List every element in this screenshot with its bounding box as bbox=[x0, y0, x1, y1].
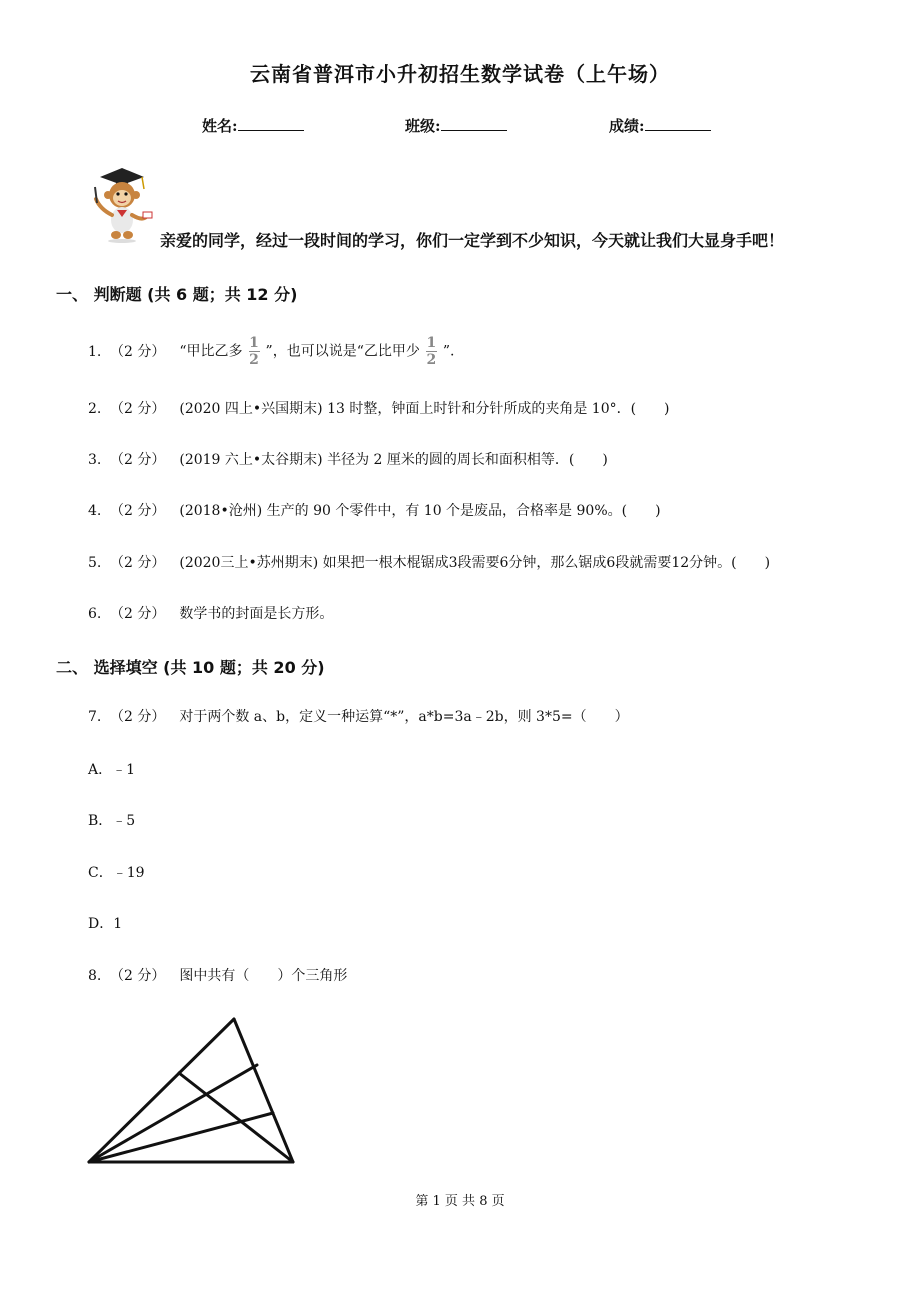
question-number: 2. bbox=[88, 401, 102, 417]
greeting-text: 亲爱的同学，经过一段时间的学习，你们一定学到不少知识，今天就让我们大显身手吧！ bbox=[160, 231, 785, 250]
graduate-monkey-icon bbox=[86, 165, 156, 245]
option-c[interactable] bbox=[88, 862, 145, 882]
question-text: (2019 六上•太谷期末) 半径为 2 厘米的圆的周长和面积相等．( ) bbox=[179, 452, 608, 468]
option-text: ﹣5 bbox=[112, 813, 136, 829]
question-number: 4. bbox=[88, 503, 102, 519]
question-score: （2 分） bbox=[110, 709, 166, 725]
question-text-part: “甲比乙多 bbox=[179, 343, 243, 360]
question-text: (2018•沧州) 生产的 90 个零件中，有 10 个是废品，合格率是 90%。( ) bbox=[179, 503, 661, 519]
question-4 bbox=[88, 500, 661, 520]
option-label: D． bbox=[88, 916, 114, 932]
name-blank[interactable] bbox=[238, 116, 304, 131]
name-label: 姓名: bbox=[202, 117, 238, 135]
question-number: 6. bbox=[88, 606, 102, 622]
question-text: (2020三上•苏州期末) 如果把一根木棍锯成3段需要6分钟，那么锯成6段就需要12分钟。( ) bbox=[179, 555, 771, 571]
question-score: （2 分） bbox=[110, 452, 166, 468]
question-score: （2 分） bbox=[110, 503, 166, 519]
section-judgment-title: 一、 判断题 (共 6 题；共 12 分) bbox=[56, 285, 298, 304]
question-text: 图中共有（ ）个三角形 bbox=[179, 968, 348, 984]
question-text: 对于两个数 a、b，定义一种运算“*”，a*b=3a﹣2b，则 3*5=（ ） bbox=[179, 709, 629, 725]
class-blank[interactable] bbox=[441, 116, 507, 131]
section-choice-title: 二、 选择填空 (共 10 题；共 20 分) bbox=[56, 658, 325, 677]
question-text: (2020 四上•兴国期末) 13 时整，钟面上时针和分针所成的夹角是 10°．( ) bbox=[179, 401, 670, 417]
question-score: （2 分） bbox=[110, 968, 166, 984]
class-field bbox=[405, 115, 507, 136]
question-number: 8. bbox=[88, 968, 102, 984]
figure-inner-line bbox=[89, 1113, 273, 1162]
option-label: B． bbox=[88, 813, 113, 829]
question-score: （2 分） bbox=[110, 555, 166, 571]
option-d[interactable] bbox=[88, 913, 122, 933]
question-6 bbox=[88, 603, 333, 623]
name-field bbox=[202, 115, 304, 136]
question-1 bbox=[88, 336, 454, 367]
page-title: 云南省普洱市小升初招生数学试卷（上午场） bbox=[250, 62, 670, 86]
question-text-part: ”，也可以说是“乙比甲少 bbox=[265, 343, 420, 360]
page-footer: 第 1 页 共 8 页 bbox=[415, 1194, 505, 1209]
option-text: ﹣19 bbox=[112, 865, 145, 881]
fraction-half: $\frac{1}{2}$ bbox=[249, 335, 259, 368]
fraction-half: $\frac{1}{2}$ bbox=[426, 335, 437, 368]
question-5 bbox=[88, 552, 770, 572]
score-field bbox=[609, 115, 711, 136]
question-number: 3. bbox=[88, 452, 102, 468]
question-score: （2 分） bbox=[110, 401, 166, 417]
triangles-figure bbox=[86, 1016, 298, 1168]
question-score: （2 分） bbox=[110, 606, 166, 622]
option-label: C． bbox=[88, 865, 113, 881]
question-text-part: ”. bbox=[442, 343, 455, 360]
question-number: 7. bbox=[88, 709, 102, 725]
question-3 bbox=[88, 449, 608, 469]
question-score: （2 分） bbox=[110, 343, 166, 360]
question-number: 5. bbox=[88, 555, 102, 571]
score-label: 成绩: bbox=[609, 117, 645, 135]
class-label: 班级: bbox=[405, 117, 441, 135]
option-label: A． bbox=[88, 762, 113, 778]
question-number: 1. bbox=[88, 343, 102, 360]
score-blank[interactable] bbox=[645, 116, 711, 131]
question-8 bbox=[88, 965, 347, 985]
option-a[interactable] bbox=[88, 759, 135, 779]
question-text: 数学书的封面是长方形。 bbox=[179, 606, 334, 622]
option-text: 1 bbox=[113, 916, 123, 932]
question-7 bbox=[88, 706, 629, 726]
option-text: ﹣1 bbox=[112, 762, 136, 778]
question-2 bbox=[88, 398, 670, 418]
option-b[interactable] bbox=[88, 810, 135, 830]
